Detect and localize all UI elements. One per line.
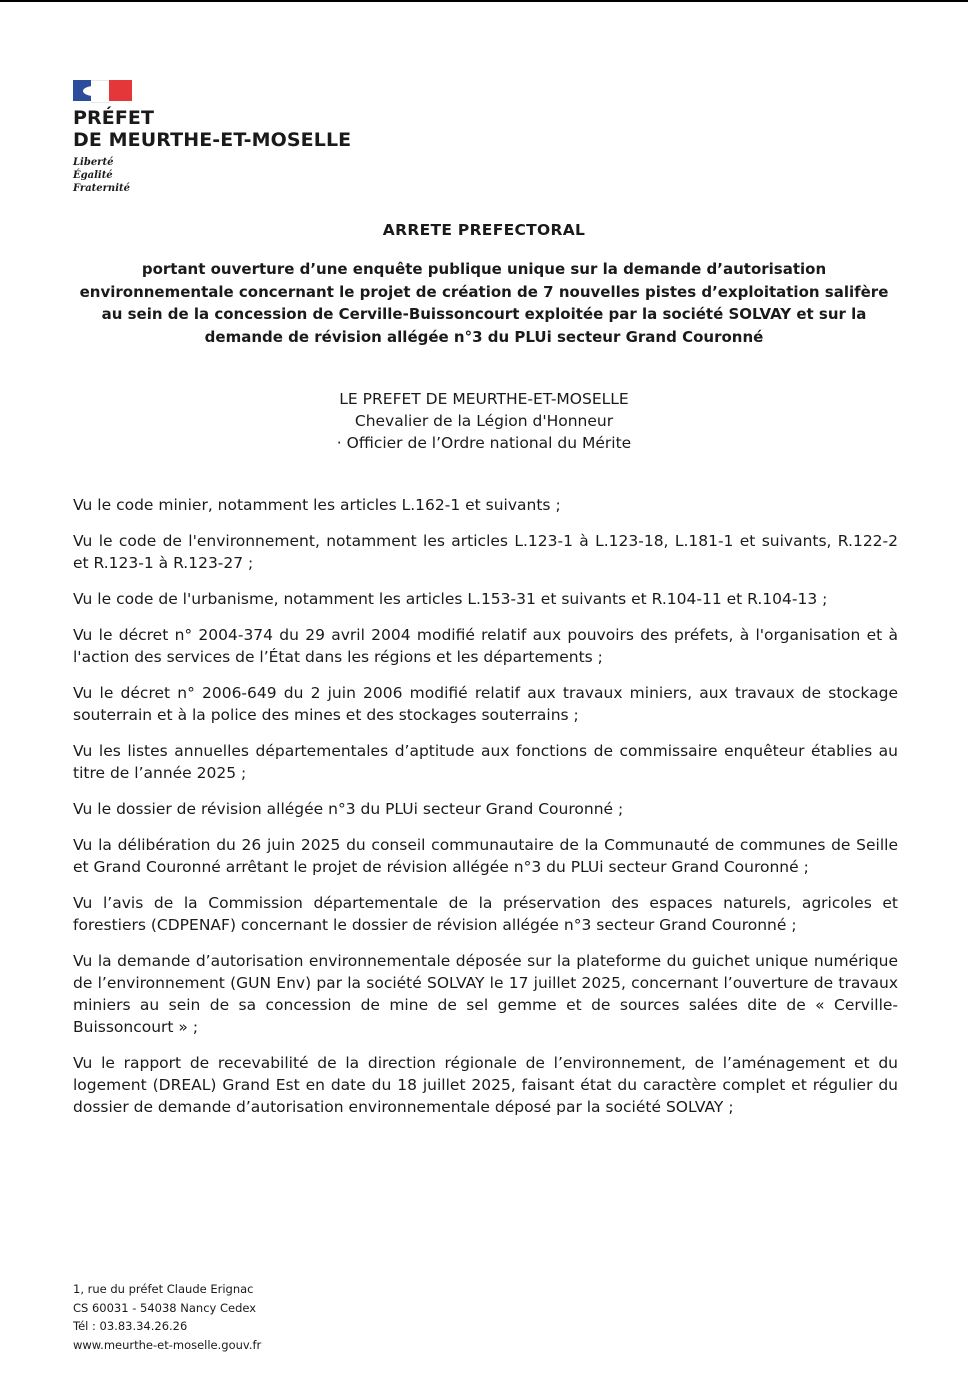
considerant: Vu la demande d’autorisation environnementale déposée sur la plateforme du guichet unique numérique de l’environnement (GUN Env) par la société SOLVAY le 17 juillet 2025, concernant l’ouverture de travaux miniers au sein de sa concession de mine de sel gemme et de sources salées dite de « Cerville-Buissoncourt » ; (73, 952, 898, 1036)
considerant: Vu le décret n° 2004-374 du 29 avril 2004 modifié relatif aux pouvoirs des préfets, à l'organisation et à l'action des services de l’État dans les régions et les départements ; (73, 626, 898, 666)
page-top-border (0, 0, 968, 2)
footer-address-line2: CS 60031 - 54038 Nancy Cedex (73, 1300, 257, 1315)
considerant: Vu la délibération du 26 juin 2025 du conseil communautaire de la Communauté de communes de Seille et Grand Couronné arrêtant le projet de révision allégée n°3 du PLUi secteur Grand Couronné ; (73, 836, 898, 876)
considerant: Vu le code de l'urbanisme, notamment les articles L.153-31 et suivants et R.104-11 et R.104-13 ; (73, 590, 828, 608)
considerant: Vu les listes annuelles départementales d’aptitude aux fonctions de commissaire enquêteur établies au titre de l’année 2025 ; (73, 742, 898, 782)
prefet-name: LE PREFET DE MEURTHE-ET-MOSELLE (339, 390, 629, 408)
footer-phone: Tél : 03.83.34.26.26 (73, 1319, 188, 1333)
motto-egalite: Égalité (73, 170, 113, 181)
considerant: Vu le dossier de révision allégée n°3 du PLUi secteur Grand Couronné ; (73, 800, 624, 818)
prefet-honor-merite: · Officier de l’Ordre national du Mérite (336, 434, 632, 452)
republic-motto (73, 156, 351, 195)
document-title: ARRETE PREFECTORAL (382, 221, 586, 239)
considerant: Vu le rapport de recevabilité de la direction régionale de l’environnement, de l’aménagement et du logement (DREAL) Grand Est en date du 18 juillet 2025, faisant état du caractère complet et régulier du dossier de demande d’autorisation environnementale déposé par la société SOLVAY ; (73, 1054, 898, 1116)
motto-liberte: Liberté (73, 157, 114, 168)
prefet-block (0, 388, 968, 454)
considerant: Vu l’avis de la Commission départementale de la préservation des espaces naturels, agricoles et forestiers (CDPENAF) concernant le dossier de révision allégée n°3 secteur Grand Couronné ; (73, 894, 898, 934)
authority-name-line2: DE MEURTHE-ET-MOSELLE (73, 129, 352, 151)
prefet-honor-legion: Chevalier de la Légion d'Honneur (354, 412, 614, 430)
footer-address-line1: 1, rue du préfet Claude Erignac (73, 1282, 254, 1296)
footer-contact (73, 1280, 261, 1354)
marianne-logo-icon (73, 80, 132, 101)
considerant: Vu le décret n° 2006-649 du 2 juin 2006 modifié relatif aux travaux miniers, aux travaux de stockage souterrain et à la police des mines et des stockages souterrains ; (73, 684, 898, 724)
footer-website-link[interactable]: www.meurthe-et-moselle.gouv.fr (73, 1337, 262, 1352)
document-subject: portant ouverture d’une enquête publique unique sur la demande d’autorisation environnementale concernant le projet de création de 7 nouvelles pistes d’exploitation salifère au sein de la concession de Cerville-Buissoncourt exploitée par la société SOLVAY et sur la demande de révision allégée n°3 du PLUi secteur Grand Couronné (79, 260, 889, 346)
considerants-list (73, 494, 898, 1132)
considerant: Vu le code de l'environnement, notamment les articles L.123-1 à L.123-18, L.181-1 et suivants, R.122-2 et R.123-1 à R.123-27 ; (73, 532, 898, 572)
letterhead (73, 80, 351, 195)
considerant: Vu le code minier, notamment les articles L.162-1 et suivants ; (73, 496, 561, 514)
motto-fraternite: Fraternité (73, 183, 130, 194)
authority-name-line1: PRÉFET (73, 107, 155, 129)
